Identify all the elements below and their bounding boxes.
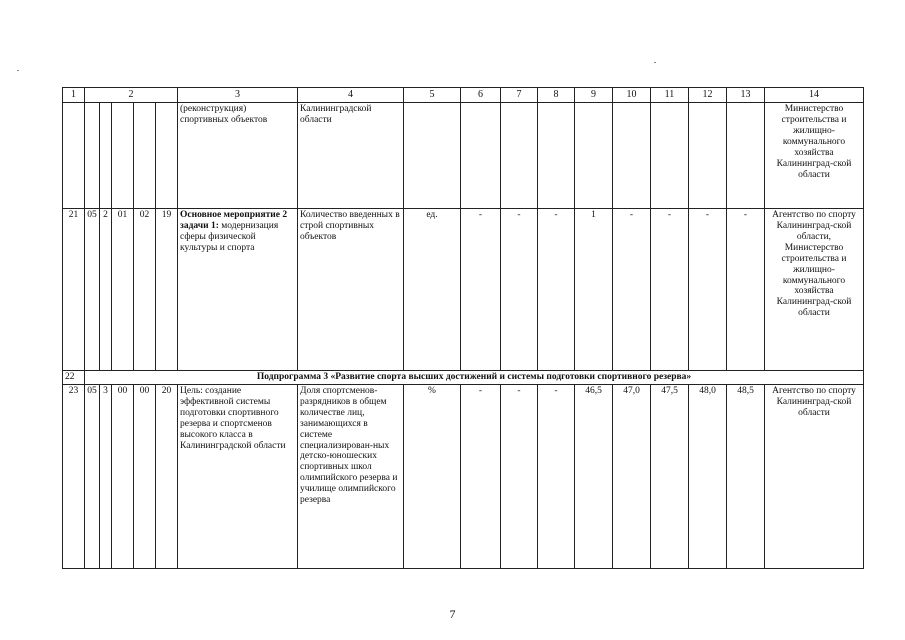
value-cell xyxy=(651,103,689,209)
value-cell xyxy=(613,103,651,209)
code-cell xyxy=(156,103,178,209)
value-cell: - xyxy=(461,384,501,568)
value-cell: - xyxy=(538,209,575,371)
value-cell: - xyxy=(501,209,538,371)
code-cell: 3 xyxy=(100,384,112,568)
header-cell: 5 xyxy=(404,88,461,103)
value-cell: 47,5 xyxy=(651,384,689,568)
code-cell: 19 xyxy=(156,209,178,371)
row-number-cell: 22 xyxy=(63,371,85,385)
value-cell xyxy=(689,103,727,209)
code-cell: 21 xyxy=(63,209,85,371)
indicator-cell: Доля спортсменов-разрядников в общем количестве лиц, занимающихся в системе специализирован-ных детско-юношеских спортивных школ олимпийского резерва и училище олимпийского резерва xyxy=(298,384,404,568)
value-cell xyxy=(538,103,575,209)
value-cell: - xyxy=(727,209,765,371)
subprogram-row xyxy=(63,371,864,385)
value-cell: - xyxy=(501,384,538,568)
code-cell: 00 xyxy=(134,384,156,568)
code-cell: 05 xyxy=(85,209,100,371)
description-cell xyxy=(178,209,298,371)
table-row xyxy=(63,209,864,371)
value-cell xyxy=(727,103,765,209)
scan-speck xyxy=(17,70,19,71)
value-cell: 47,0 xyxy=(613,384,651,568)
code-cell xyxy=(112,103,134,209)
code-cell: 01 xyxy=(112,209,134,371)
value-cell: 1 xyxy=(575,209,613,371)
value-cell xyxy=(501,103,538,209)
value-cell: - xyxy=(461,209,501,371)
description-heading: Основное мероприятие 2 задачи 1: xyxy=(180,210,288,231)
table-row xyxy=(63,103,864,209)
header-cell: 9 xyxy=(575,88,613,103)
description-text: модернизация сферы физической культуры и спорта xyxy=(180,220,279,253)
header-cell: 2 xyxy=(85,88,178,103)
code-cell xyxy=(85,103,100,209)
unit-cell: ед. xyxy=(404,209,461,371)
header-cell: 14 xyxy=(765,88,864,103)
code-cell xyxy=(134,103,156,209)
value-cell: 48,0 xyxy=(689,384,727,568)
value-cell: - xyxy=(689,209,727,371)
responsible-cell: Агентство по спорту Калининград-ской области, Министерство строительства и жилищно-коммунального хозяйства Калининград-ской области xyxy=(765,209,864,371)
value-cell: - xyxy=(651,209,689,371)
page-number: 7 xyxy=(449,607,456,621)
description-cell: Цель: создание эффективной системы подготовки спортивного резерва и спортсменов высокого класса в Калининградской области xyxy=(178,384,298,568)
table-row xyxy=(63,384,864,568)
value-cell: 48,5 xyxy=(727,384,765,568)
indicators-table xyxy=(62,87,864,569)
code-cell: 2 xyxy=(100,209,112,371)
header-cell: 7 xyxy=(501,88,538,103)
subprogram-title: Подпрограмма 3 «Развитие спорта высших достижений и системы подготовки спортивного резерва» xyxy=(85,371,864,385)
unit-cell: % xyxy=(404,384,461,568)
code-cell: 05 xyxy=(85,384,100,568)
header-cell: 8 xyxy=(538,88,575,103)
value-cell: - xyxy=(613,209,651,371)
indicator-cell: Количество введенных в строй спортивных объектов xyxy=(298,209,404,371)
value-cell: 46,5 xyxy=(575,384,613,568)
header-cell: 1 xyxy=(63,88,85,103)
indicator-cell: Калининградской области xyxy=(298,103,404,209)
header-cell: 3 xyxy=(178,88,298,103)
unit-cell xyxy=(404,103,461,209)
value-cell: - xyxy=(538,384,575,568)
code-cell: 00 xyxy=(112,384,134,568)
code-cell: 23 xyxy=(63,384,85,568)
value-cell xyxy=(461,103,501,209)
responsible-cell: Министерство строительства и жилищно-коммунального хозяйства Калининград-ской области xyxy=(765,103,864,209)
header-cell: 10 xyxy=(613,88,651,103)
column-numbers-row xyxy=(63,88,864,103)
header-cell: 11 xyxy=(651,88,689,103)
code-cell: 02 xyxy=(134,209,156,371)
code-cell xyxy=(63,103,85,209)
value-cell xyxy=(575,103,613,209)
scan-speck xyxy=(654,62,656,63)
header-cell: 6 xyxy=(461,88,501,103)
header-cell: 4 xyxy=(298,88,404,103)
responsible-cell: Агентство по спорту Калининград-ской области xyxy=(765,384,864,568)
code-cell xyxy=(100,103,112,209)
code-cell: 20 xyxy=(156,384,178,568)
header-cell: 13 xyxy=(727,88,765,103)
description-cell: (реконструкция) спортивных объектов xyxy=(178,103,298,209)
header-cell: 12 xyxy=(689,88,727,103)
